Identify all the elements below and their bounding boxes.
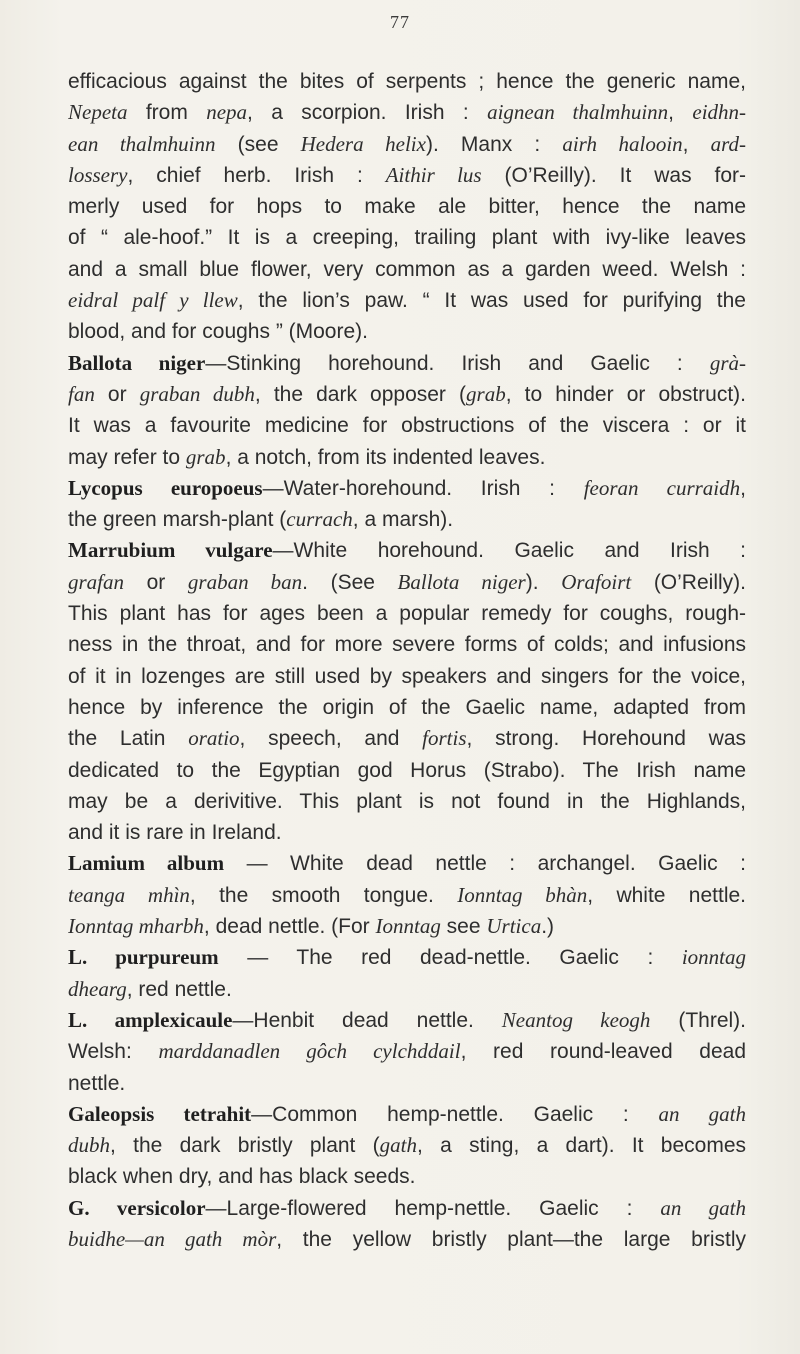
species-name: L. purpureum	[68, 945, 219, 970]
text-line: may refer to grab, a notch, from its indented leaves.	[68, 444, 546, 469]
text-line: black when dry, and has black seeds.	[68, 1165, 416, 1189]
text-line: the green marsh-plant (currach, a marsh).	[68, 507, 454, 532]
text-line: may be a derivitive. This plant is not found in the Highlands,	[68, 789, 746, 813]
text-line: dubh, the dark bristly plant (gath, a sting, a dart). It becomes	[68, 1133, 746, 1158]
species-name: L. amplexicaule	[68, 1007, 233, 1032]
text-line: teanga mhìn, the smooth tongue. Ionntag bhàn, white nettle.	[68, 882, 746, 907]
text-line: lossery, chief herb. Irish : Aithir lus (O’Reilly). It was for-	[68, 162, 746, 187]
page-text	[68, 66, 746, 1255]
text-line: merly used for hops to make ale bitter, hence the name	[68, 195, 746, 219]
text-line: buidhe—an gath mòr, the yellow bristly plant—the large bristly	[68, 1226, 746, 1251]
species-name: Lamium album	[68, 851, 225, 876]
page-number: 77	[390, 12, 410, 32]
text-line: and it is rare in Ireland.	[68, 821, 282, 845]
text-line: and a small blue flower, very common as a garden weed. Welsh :	[68, 257, 746, 281]
text-line: efficacious against the bites of serpents ; hence the generic name,	[68, 70, 746, 93]
text-line: blood, and for coughs ” (Moore).	[68, 320, 368, 344]
text-line: hence by inference the origin of the Gaelic name, adapted from	[68, 695, 746, 719]
species-name: Marrubium vulgare	[68, 538, 273, 563]
text-line: dedicated to the Egyptian god Horus (Strabo). The Irish name	[68, 758, 746, 782]
entry-lamium-album: Lamium album — White dead nettle : archangel. Gaelic :	[68, 851, 746, 876]
entry-lycopus-europoeus: Lycopus europoeus—Water-horehound. Irish : feoran curraidh,	[68, 475, 746, 500]
text-line: ean thalmhuinn (see Hedera helix). Manx : airh halooin, ard-	[68, 131, 746, 156]
text-line: ness in the throat, and for more severe forms of colds; and infusions	[68, 633, 746, 657]
text-line: Ionntag mharbh, dead nettle. (For Ionntag see Urtica.)	[68, 914, 555, 939]
species-name: Galeopsis tetrahit	[68, 1101, 252, 1126]
species-name: Lycopus europoeus	[68, 475, 263, 500]
entry-lamium-amplexicaule: L. amplexicaule—Henbit dead nettle. Neantog keogh (Threl).	[68, 1007, 746, 1032]
text-line: dhearg, red nettle.	[68, 976, 232, 1001]
entry-lamium-purpureum: L. purpureum — The red dead-nettle. Gaelic : ionntag	[68, 945, 746, 970]
text-line: Nepeta from nepa, a scorpion. Irish : aignean thalmhuinn, eidhn-	[68, 100, 746, 125]
species-name: G. versicolor	[68, 1195, 206, 1220]
text-line: grafan or graban ban. (See Ballota niger). Orafoirt (O’Reilly).	[68, 569, 746, 594]
text-line: nettle.	[68, 1071, 126, 1095]
text-line: fan or graban dubh, the dark opposer (grab, to hinder or obstruct).	[68, 381, 746, 406]
species-name: Ballota niger	[68, 350, 206, 375]
text-line: the Latin oratio, speech, and fortis, strong. Horehound was	[68, 726, 746, 751]
text-line: It was a favourite medicine for obstructions of the viscera : or it	[68, 414, 746, 438]
text-line: of “ ale-hoof.” It is a creeping, trailing plant with ivy-like leaves	[68, 226, 746, 250]
entry-ballota-niger: Ballota niger—Stinking horehound. Irish and Gaelic : grà-	[68, 350, 746, 375]
text-line: This plant has for ages been a popular remedy for coughs, rough-	[68, 602, 746, 626]
text-line: eidral palf y llew, the lion’s paw. “ It was used for purifying the	[68, 288, 746, 313]
entry-galeopsis-versicolor: G. versicolor—Large-flowered hemp-nettle. Gaelic : an gath	[68, 1195, 746, 1220]
entry-galeopsis-tetrahit: Galeopsis tetrahit—Common hemp-nettle. Gaelic : an gath	[68, 1101, 746, 1126]
text-line: of it in lozenges are still used by speakers and singers for the voice,	[68, 664, 746, 688]
entry-marrubium-vulgare: Marrubium vulgare—White horehound. Gaelic and Irish :	[68, 538, 746, 563]
text-line: Welsh: marddanadlen gôch cylchddail, red round-leaved dead	[68, 1039, 746, 1064]
